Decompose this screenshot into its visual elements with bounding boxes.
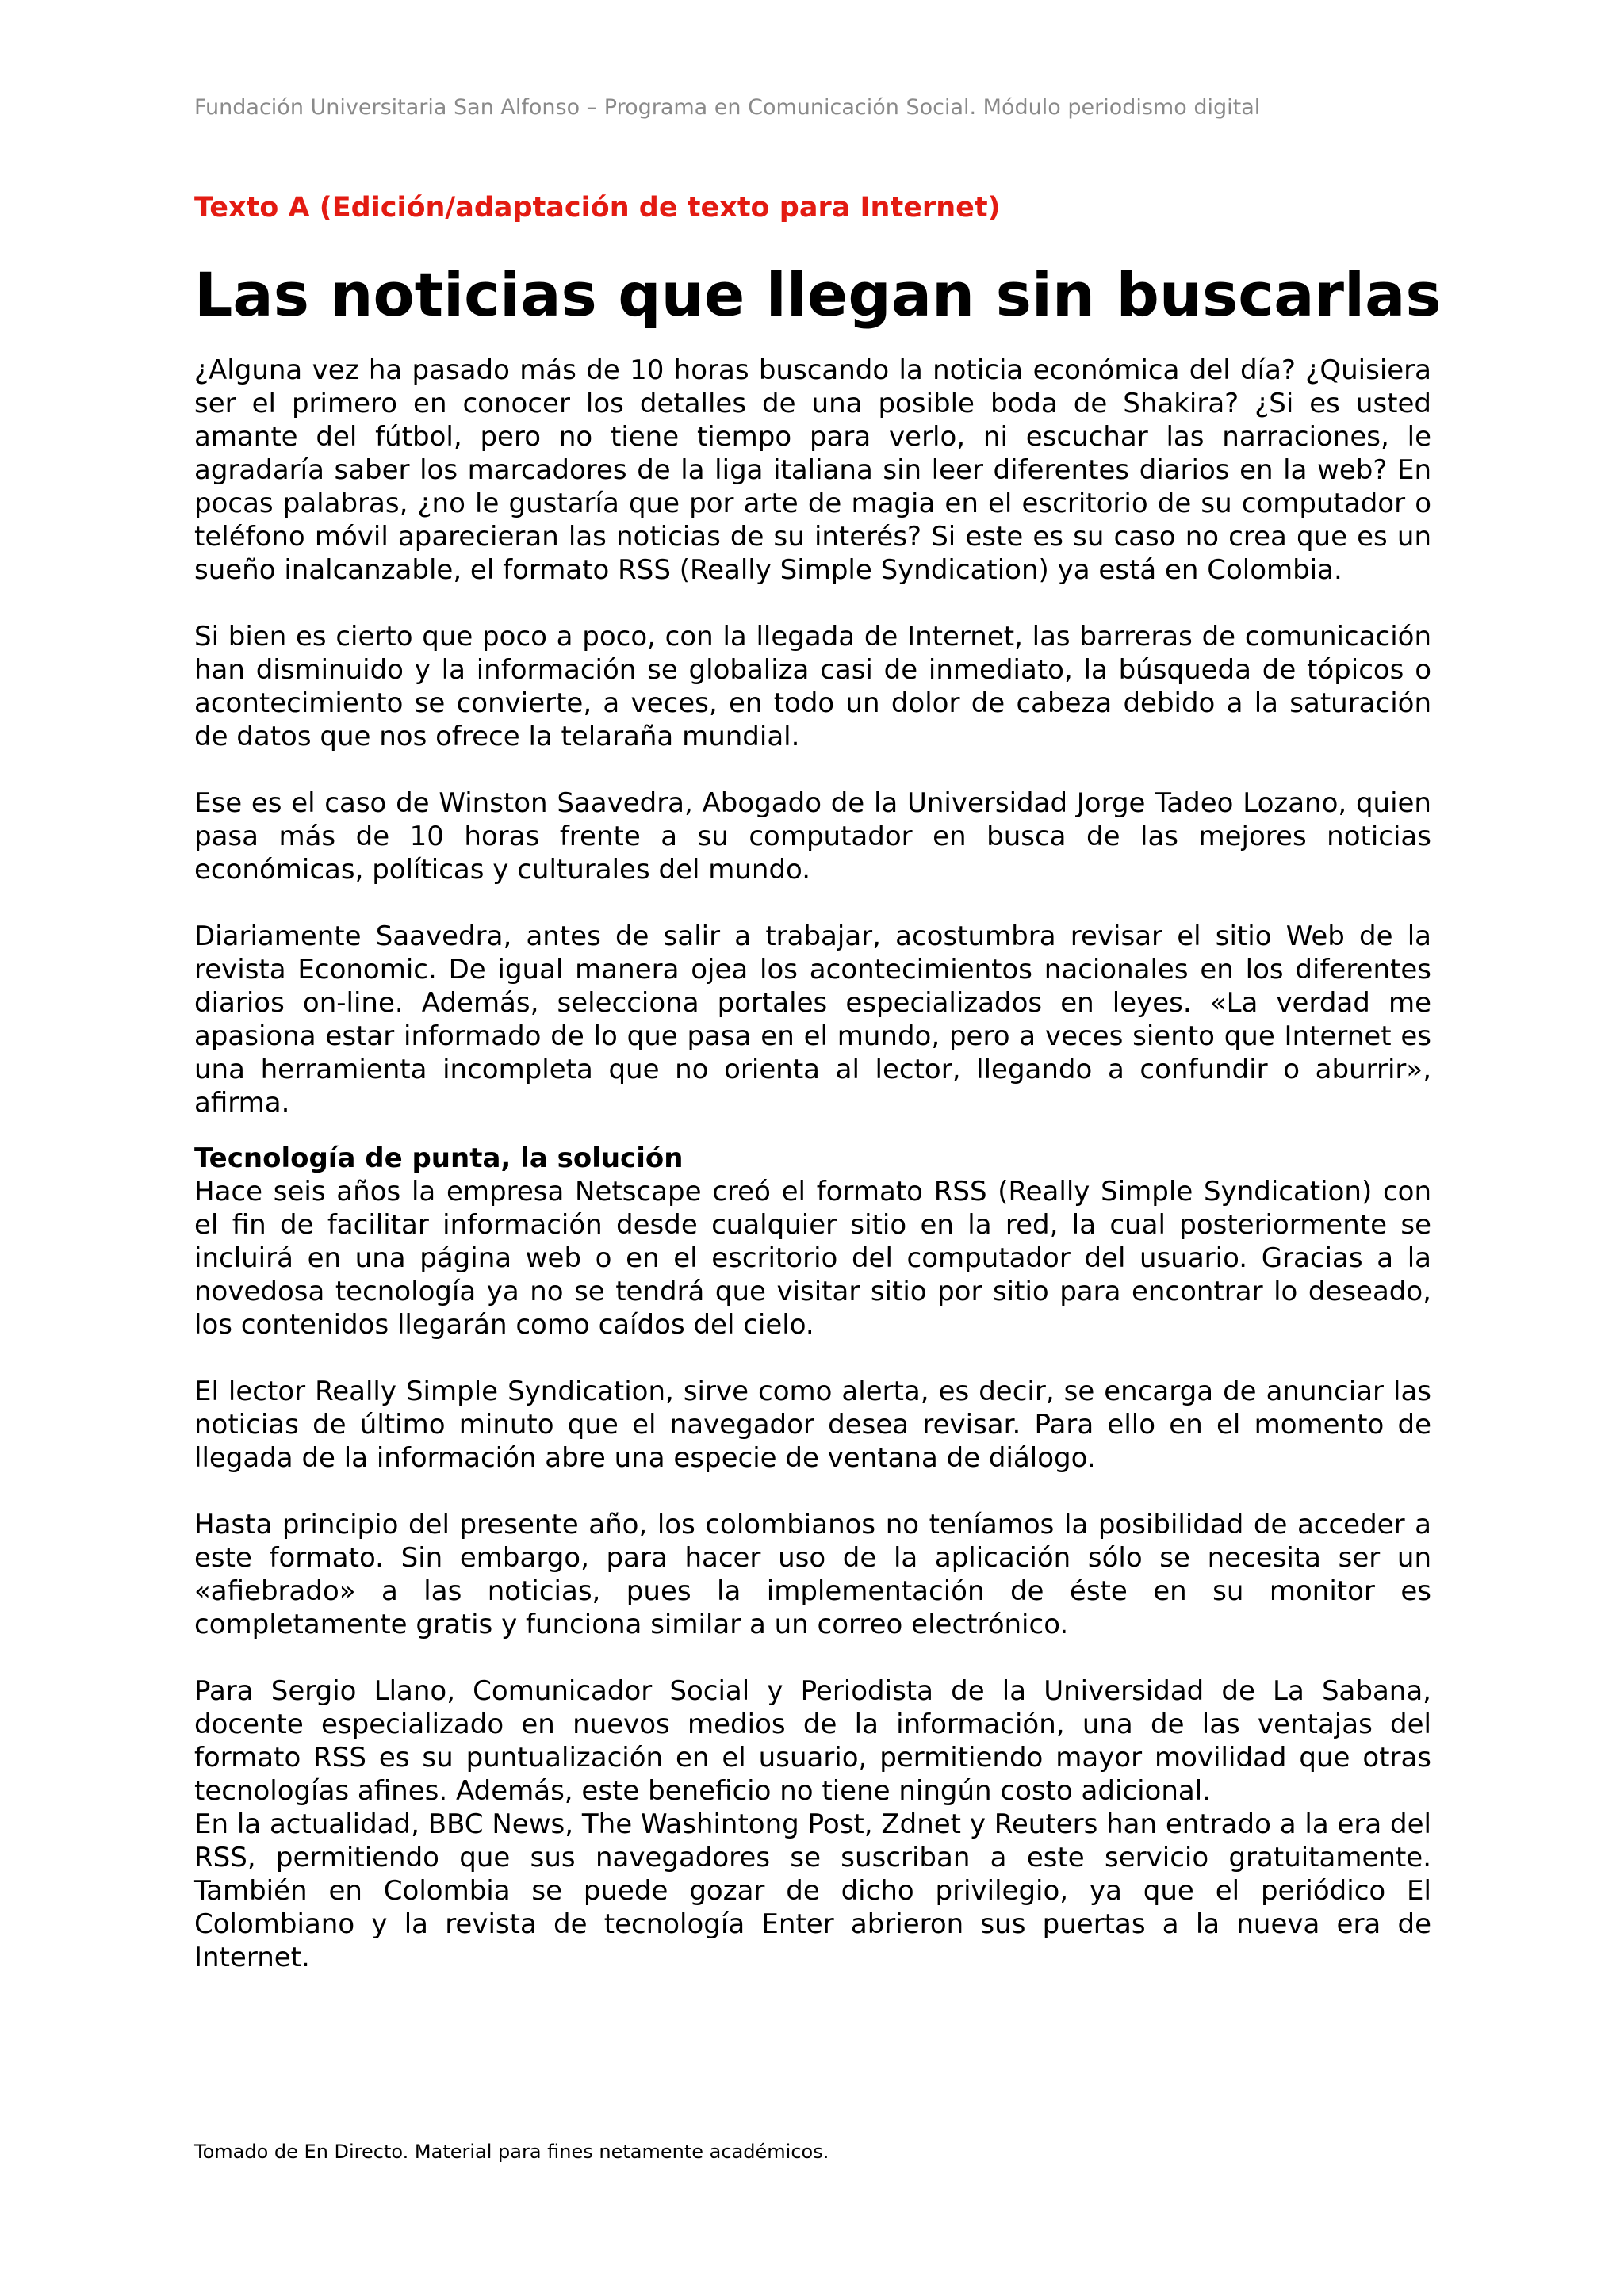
article-title: Las noticias que llegan sin buscarlas <box>194 259 1442 330</box>
footer-note: Tomado de En Directo. Material para fines netamente académicos. <box>194 2141 829 2163</box>
paragraph: Hace seis años la empresa Netscape creó el formato RSS (Really Simple Syndication) con el fin de facilitar información desde cualquier sitio en la red, la cual posteriormente se incluirá en una página web o en el escritorio del computador del usuario. Gracias a la novedosa tecnología ya no se tendrá que visitar sitio por sitio para encontrar lo deseado, los contenidos llegarán como caídos del cielo. <box>194 1176 1431 1341</box>
paragraph: Ese es el caso de Winston Saavedra, Abogado de la Universidad Jorge Tadeo Lozano, quien pasa más de 10 horas frente a su computador en busca de las mejores noticias económicas, políticas y culturales del mundo. <box>194 787 1431 886</box>
paragraph: Hasta principio del presente año, los colombianos no teníamos la posibilidad de acceder a este formato. Sin embargo, para hacer uso de la aplicación sólo se necesita ser un «afiebrado» a las noticias, pues la implementación de éste en su monitor es completamente gratis y funciona similar a un correo electrónico. <box>194 1509 1431 1640</box>
paragraph: El lector Really Simple Syndication, sirve como alerta, es decir, se encarga de anunciar las noticias de último minuto que el navegador desea revisar. Para ello en el momento de llegada de la información abre una especie de ventana de diálogo. <box>194 1376 1431 1474</box>
paragraph: Si bien es cierto que poco a poco, con la llegada de Internet, las barreras de comunicación han disminuido y la información se globaliza casi de inmediato, la búsqueda de tópicos o acontecimiento se convierte, a veces, en todo un dolor de cabeza debido a la saturación de datos que nos ofrece la telaraña mundial. <box>194 621 1431 752</box>
paragraph: En la actualidad, BBC News, The Washintong Post, Zdnet y Reuters han entrado a la era del RSS, permitiendo que sus navegadores se suscriban a este servicio gratuitamente. También en Colombia se puede gozar de dicho privilegio, ya que el periódico El Colombiano y la revista de tecnología Enter abrieron sus puertas a la nueva era de Internet. <box>194 1808 1431 1973</box>
paragraph: ¿Alguna vez ha pasado más de 10 horas buscando la noticia económica del día? ¿Quisiera ser el primero en conocer los detalles de una posible boda de Shakira? ¿Si es usted amante del fútbol, pero no tiene tiempo para verlo, ni escuchar las narraciones, le agradaría saber los marcadores de la liga italiana sin leer diferentes diarios en la web? En pocas palabras, ¿no le gustaría que por arte de magia en el escritorio de su computador o teléfono móvil aparecieran las noticias de su interés? Si este es su caso no crea que es un sueño inalcanzable, el formato RSS (Really Simple Syndication) ya está en Colombia. <box>194 354 1431 586</box>
article-body <box>194 354 1431 1974</box>
paragraph: Diariamente Saavedra, antes de salir a trabajar, acostumbra revisar el sitio Web de la revista Economic. De igual manera ojea los acontecimientos nacionales en los diferentes diarios on-line. Además, selecciona portales especializados en leyes. «La verdad me apasiona estar informado de lo que pasa en el mundo, pero a veces siento que Internet es una herramienta incompleta que no orienta al lector, llegando a confundir o aburrir», afirma. <box>194 920 1431 1119</box>
running-header: Fundación Universitaria San Alfonso – Programa en Comunicación Social. Módulo periodismo digital <box>194 95 1261 120</box>
paragraph: Para Sergio Llano, Comunicador Social y Periodista de la Universidad de La Sabana, docente especializado en nuevos medios de la información, una de las ventajas del formato RSS es su puntualización en el usuario, permitiendo mayor movilidad que otras tecnologías afines. Además, este beneficio no tiene ningún costo adicional. <box>194 1675 1431 1807</box>
section-label: Texto A (Edición/adaptación de texto para Internet) <box>194 192 1001 224</box>
section-subheading: Tecnología de punta, la solución <box>194 1142 684 1174</box>
